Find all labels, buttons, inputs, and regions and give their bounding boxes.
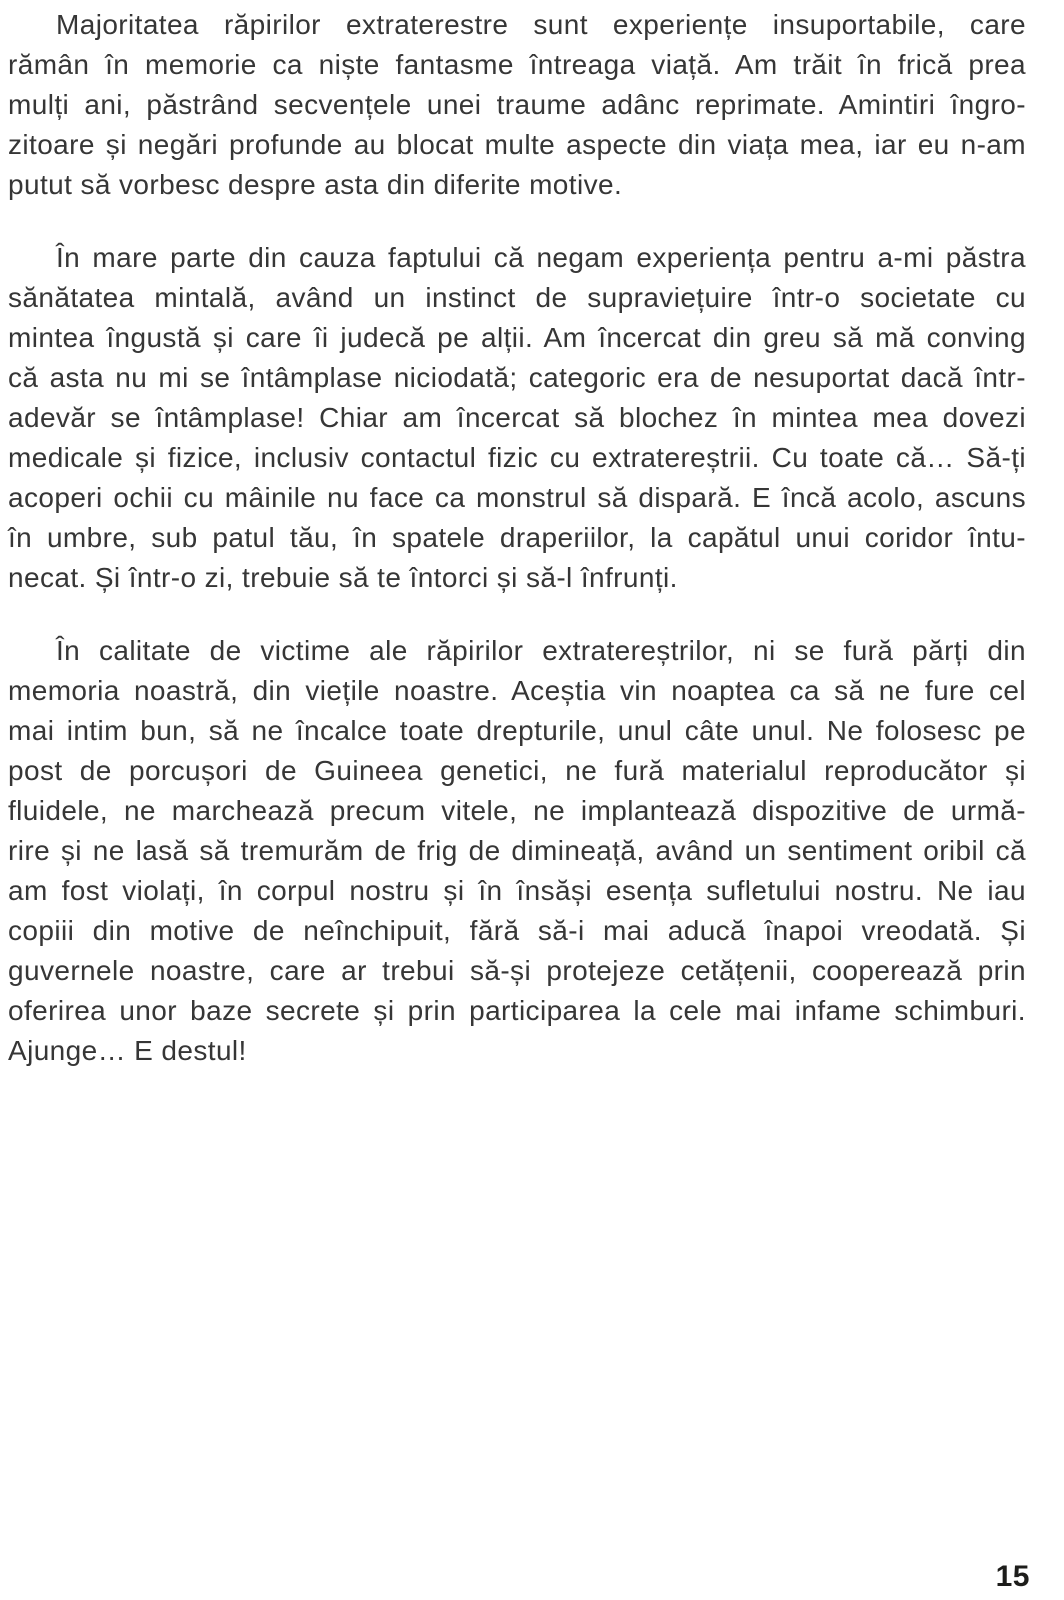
text-line: În mare parte din cauza faptului că negam experiența pentru a-mi păstra [56, 242, 1026, 273]
text-line: medicale și fizice, inclusiv contactul fizic cu extratereștrii. Cu toate că… Să-ți [8, 442, 1026, 473]
text-line: zitoare și negări profunde au blocat multe aspecte din viața mea, iar eu n-am [8, 129, 1026, 160]
text-line: mulți ani, păstrând secvențele unei traume adânc reprimate. Amintiri îngro- [8, 89, 1026, 120]
text-line: guvernele noastre, care ar trebui să-și protejeze cetățenii, cooperează prin [8, 955, 1026, 986]
paragraph [8, 238, 1026, 598]
text-line: Ajunge… E destul! [8, 1035, 247, 1066]
text-line: adevăr se întâmplase! Chiar am încercat să blochez în mintea mea dovezi [8, 402, 1026, 433]
text-block [8, 5, 1026, 1071]
text-line: post de porcușori de Guineea genetici, ne fură materialul reproducător și [8, 755, 1026, 786]
text-line: sănătatea mintală, având un instinct de supraviețuire într-o societate cu [8, 282, 1026, 313]
text-line: rămân în memorie ca niște fantasme întreaga viață. Am trăit în frică prea [8, 49, 1026, 80]
text-line: putut să vorbesc despre asta din diferite motive. [8, 169, 623, 200]
text-line: acoperi ochii cu mâinile nu face ca monstrul să dispară. E încă acolo, ascuns [8, 482, 1026, 513]
text-line: în umbre, sub patul tău, în spatele draperiilor, la capătul unui coridor întu- [8, 522, 1026, 553]
text-line: am fost violați, în corpul nostru și în însăși esența sufletului nostru. Ne iau [8, 875, 1026, 906]
text-line: mai intim bun, să ne încalce toate drepturile, unul câte unul. Ne folosesc pe [8, 715, 1026, 746]
text-line: că asta nu mi se întâmplase niciodată; categoric era de nesuportat dacă într- [8, 362, 1026, 393]
page-number: 15 [995, 1560, 1030, 1593]
text-line: Majoritatea răpirilor extraterestre sunt experiențe insuportabile, care [56, 9, 1026, 40]
text-line: mintea îngustă și care îi judecă pe alții. Am încercat din greu să mă conving [8, 322, 1026, 353]
text-line: memoria noastră, din viețile noastre. Aceștia vin noaptea ca să ne fure cel [8, 675, 1026, 706]
text-line: necat. Și într-o zi, trebuie să te întorci și să-l înfrunți. [8, 562, 678, 593]
paragraph [8, 631, 1026, 1071]
text-line: rire și ne lasă să tremurăm de frig de dimineață, având un sentiment oribil că [8, 835, 1026, 866]
text-line: copiii din motive de neînchipuit, fără să-i mai aducă înapoi vreodată. Și [8, 915, 1026, 946]
text-line: În calitate de victime ale răpirilor extratereștrilor, ni se fură părți din [56, 635, 1026, 666]
text-line: oferirea unor baze secrete și prin participarea la cele mai infame schimburi. [8, 995, 1026, 1026]
text-line: fluidele, ne marchează precum vitele, ne implantează dispozitive de urmă- [8, 795, 1026, 826]
paragraph [8, 5, 1026, 205]
